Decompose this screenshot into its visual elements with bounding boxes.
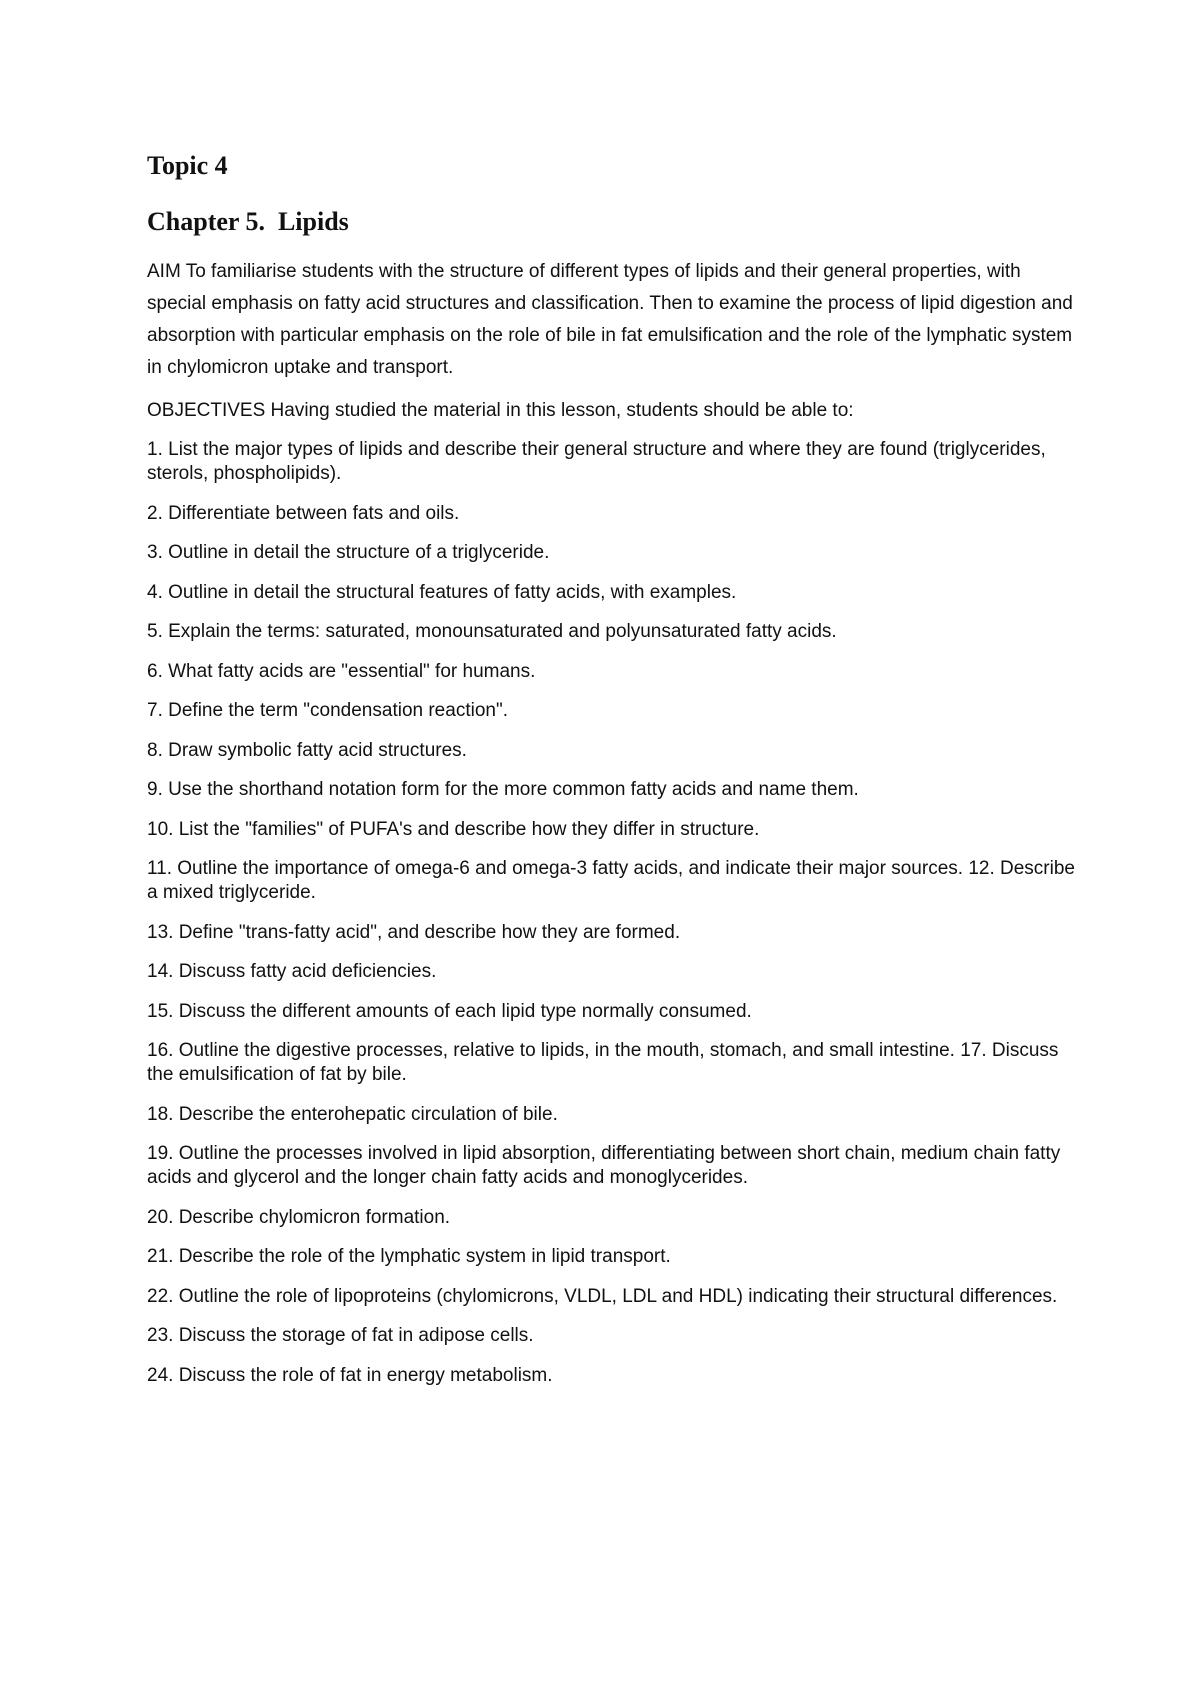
objective-item: 24. Discuss the role of fat in energy metabolism.: [147, 1364, 553, 1386]
objective-item: 1. List the major types of lipids and describe their general structure and where they are found (triglycerides, sterols, phospholipids).: [147, 439, 1046, 484]
objective-item: 20. Describe chylomicron formation.: [147, 1206, 451, 1228]
objectives-intro: OBJECTIVES Having studied the material in this lesson, students should be able to:: [147, 400, 854, 421]
objectives-list: [147, 438, 1077, 1388]
objective-item: 16. Outline the digestive processes, relative to lipids, in the mouth, stomach, and small intestine. 17. Discuss the emulsification of fat by bile.: [147, 1040, 1059, 1085]
objective-item: 22. Outline the role of lipoproteins (chylomicrons, VLDL, LDL and HDL) indicating their structural differences.: [147, 1285, 1058, 1307]
objective-item: 6. What fatty acids are "essential" for humans.: [147, 660, 536, 682]
objective-item: 19. Outline the processes involved in lipid absorption, differentiating between short chain, medium chain fatty acids and glycerol and the longer chain fatty acids and monoglycerides.: [147, 1143, 1061, 1188]
objective-item: 5. Explain the terms: saturated, monounsaturated and polyunsaturated fatty acids.: [147, 621, 837, 642]
objective-item: 15. Discuss the different amounts of each lipid type normally consumed.: [147, 1000, 752, 1022]
objective-item: 13. Define "trans-fatty acid", and describe how they are formed.: [147, 921, 681, 943]
objective-item: 9. Use the shorthand notation form for the more common fatty acids and name them.: [147, 779, 859, 800]
objective-item: 3. Outline in detail the structure of a triglyceride.: [147, 542, 550, 563]
objective-item: 4. Outline in detail the structural features of fatty acids, with examples.: [147, 581, 737, 603]
objective-item: 7. Define the term "condensation reaction".: [147, 700, 508, 721]
objective-item: 23. Discuss the storage of fat in adipose cells.: [147, 1325, 534, 1346]
topic-heading: Topic 4: [147, 151, 228, 180]
objective-item: 10. List the "families" of PUFA's and describe how they differ in structure.: [147, 818, 760, 840]
objective-item: 14. Discuss fatty acid deficiencies.: [147, 961, 437, 982]
objective-item: 11. Outline the importance of omega-6 and omega-3 fatty acids, and indicate their major sources. 12. Describe a mixed triglyceride.: [147, 858, 1075, 903]
document-content: [147, 150, 1077, 1403]
objective-item: 2. Differentiate between fats and oils.: [147, 502, 460, 524]
objective-item: 18. Describe the enterohepatic circulation of bile.: [147, 1103, 558, 1125]
objective-item: 8. Draw symbolic fatty acid structures.: [147, 739, 467, 761]
objective-item: 21. Describe the role of the lymphatic system in lipid transport.: [147, 1246, 671, 1267]
chapter-heading: Chapter 5. Lipids: [147, 207, 349, 236]
aim-paragraph: AIM To familiarise students with the structure of different types of lipids and their general properties, with special emphasis on fatty acid structures and classification. Then to examine the process of lipid digestion and absorption with particular emphasis on the role of bile in fat emulsification and the role of the lymphatic system in chylomicron uptake and transport.: [147, 261, 1073, 378]
